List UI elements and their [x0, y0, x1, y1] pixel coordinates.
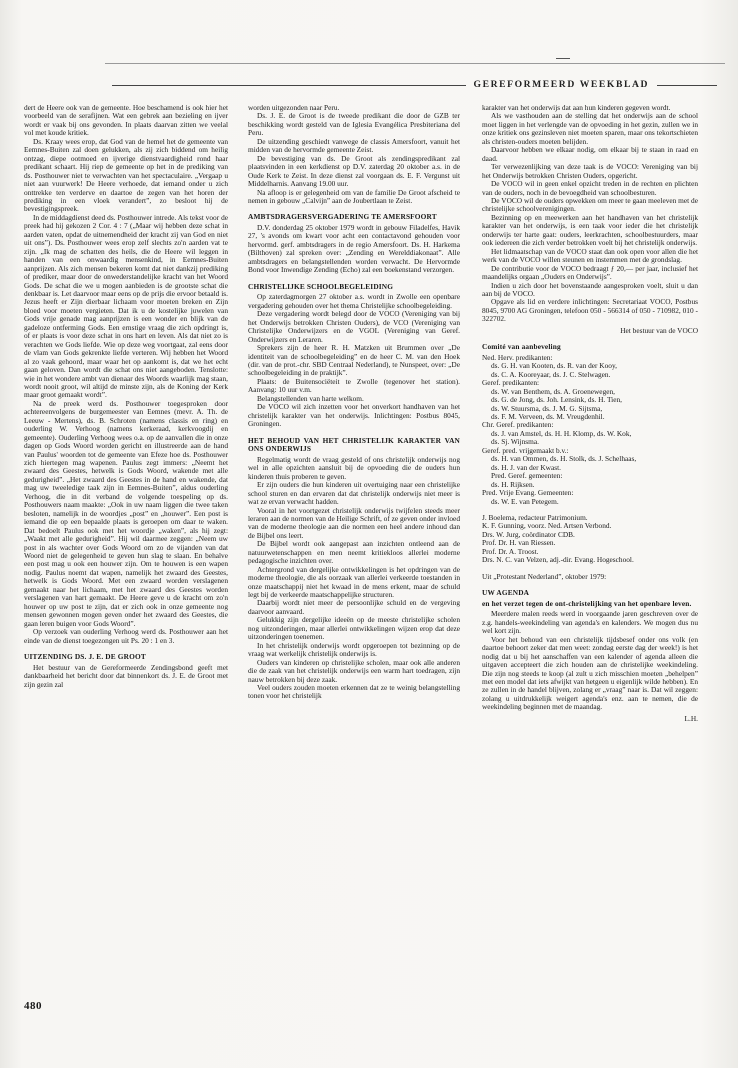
paragraph: Meerdere malen reeds werd in voorgaande jaren geschreven over de z.g. handels-weekindeling van agenda's en kalenders. We mogen dus nu wel kort zijn. — [482, 609, 698, 636]
committee-entry: Pred. Geref. gemeenten: — [491, 471, 563, 481]
paragraph: De bevestiging van ds. De Groot als zendingspredikant zal plaatsvinden in een kerkdienst op D.V. zaterdag 20 oktober a.s. in de Oude Kerk te Zeist. In deze dienst zal voorgaan ds. E. F. Vergunst uit Middelharnis. Aanvang 19.00 uur. — [248, 153, 460, 189]
running-header — [112, 79, 717, 97]
paragraph: D.V. donderdag 25 oktober 1979 wordt in gebouw Filadelfes, Havik 27, 's avonds om kwart voor acht een contactavond gehouden voor hervormd. gerf. ambtsdragers in de regio Amersfoort. Ds. H. Harkema (Bilthoven) zal spreken over: „Zending en Werelddiakonaat”. Alle ambtsdragers en belangstellenden worden verwacht. De Hervormde Bond voor Inwendige Zending (Echo) zal een boekenstand verzorgen. — [248, 223, 460, 275]
column-3 — [482, 104, 698, 725]
committee-entry: ds. G. H. van Kooten, ds. R. van der Kooy, — [491, 361, 617, 371]
column-2 — [248, 104, 460, 701]
paragraph: Achtergrond van dergelijke ontwikkelingen is het opdringen van de moderne theologie, die als oorzaak van allerlei verkeerde toestanden in onze maatschappij niet het kwaad in de mens erkent, maar de schuld legt bij de verkeerde maatschappelijke structuren. — [248, 564, 460, 600]
initials: L.H. — [684, 713, 698, 723]
paragraph: Voor het behoud van een christelijk tijdsbesef onder ons volk (en daartoe behoort zeker dat men weet: zondag eerste dag der week!) is het nodig dat u bij het aanschaffen van een kalender of agenda alleen die uitgaven accepteert die zich houden aan de christelijke weekindeling. Die zijn nog steeds te koop (al zult u zich misschien moeten „behelpen” met een model dat iets afwijkt van hetgeen u eigenlijk wilde hebben). En ze zullen in de handel blijven, zolang er „vraag” naar is. Dat wil zeggen: zolang u uitdrukkelijk weigert agenda's enz. aan te nemen, die de weekindeling beginnen met de maandag. — [482, 634, 698, 712]
paragraph: Op verzoek van ouderling Verhoog werd ds. Posthouwer aan het einde van de dienst toegezongen uit Ps. 20 : 1 en 3. — [24, 627, 228, 645]
column-1 — [24, 104, 228, 689]
committee-list — [482, 354, 698, 506]
paragraph: Ds. Kraay wees erop, dat God van de hemel het de gemeente van Eemnes-Buiten zal doen gelukken, als zij zich biddend om heilig ontzag, diepe ootmoed en ijverige dienstvaardigheid rond haar predikant schaart. Hij riep de gemeente op het in de prediking van ds. Posthouwer niet te verwachten van het spectaculaire. „Vergaap u niet aan vuurwerk! De Heere verhoede, dat iemand onder u zich onttrekke ten verderve en daartoe de zegen van het horen der prediking in een vloek verandert”, zo besloot hij de bevestigingspreek. — [24, 136, 228, 214]
committee-entry: ds. H. van Ommen, ds. H. Stolk, ds. J. Schelhaas, — [491, 454, 637, 464]
paragraph: In de middagdienst deed ds. Posthouwer intrede. Als tekst voor de preek had hij gekozen 2 Cor. 4 : 7 („Maar wij hebben deze schat in aarden vaten, opdat de uitnemendheid der kracht zij van God en niet uit ons”). Ds. Posthouwer wees erop zelf slechts zo'n aarden vat te zijn. „Ik mag de schatten des heils, die de Heere wil leggen in handen van een onwaardig mensenkind, in Eemnes-Buiten aanprijzen. Als zich mensen bekeren komt dat niet dankzij prediking of prediker, maar door de onwederstandelijke kracht van het Woord Gods. De schat die we u mogen aanbieden is de grootste schat die denkbaar is. Let daarvoor maar eens op de prijs die ervoor betaald is. Jezus heeft er Zijn dierbaar lichaam voor moeten breken en Zijn bloed voor moeten vergieten. Dat ik u de kostelijke juwelen van Gods vrije genade mag aanprijzen is een wonder en blijk van de gadeloze ontferming Gods. Een ernstige vraag die zich opdringt is, of er plaats is voor deze schat in ons hart en leven. Als dat niet zo is verachten we Gods liefde. Wie op deze weg voortgaat, zal eens door de vlam van Gods gekrenkte liefde verteren. Wij hebben het Woord al zo vaak gehoord, maar waar het op aankomt is, dat we het echt gaan geloven. Dan wordt die schat ons niet aangeboden. Tenslotte: wie in het wondere ambt van dienaar des Woords waarlijk mag staan, wordt nooit groot, wil altijd de minste zijn, als de Koning der Kerk maar groot gemaakt wordt”. — [24, 212, 228, 400]
committee-entry: Geref. pred. vrijgemaakt b.v.: — [482, 445, 569, 455]
paragraph: De VOCO wil de ouders opwekken om meer te gaan meeleven met de christelijke schoolverenigingen. — [482, 195, 698, 214]
committee-member: Prof. Dr. H. van Riessen. — [482, 538, 556, 548]
paragraph: Na afloop is er gelegenheid om van de familie De Groot afscheid te nemen in gebouw „Calvijn” aan de Joubertlaan te Zeist. — [248, 187, 460, 205]
paragraph: Daarvoor hebben we elkaar nodig, om elkaar bij te staan in raad en daad. — [482, 145, 698, 163]
paragraph: Vooral in het voortgezet christelijk onderwijs twijfelen steeds meer leraren aan de normen van de Heilige Schrift, of ze geven onder invloed van de moderne theologie aan die normen een heel andere inhoud dan de Bijbel ons leert. — [248, 505, 460, 540]
committee-entry: ds. H. Rijksen. — [491, 479, 535, 489]
paragraph: Indien u zich door het bovenstaande aangesproken voelt, sluit u dan aan bij de VOCO. — [482, 280, 698, 298]
source-note: Uit „Protestant Nederland”, oktober 1979: — [482, 571, 607, 581]
top-rule — [105, 63, 725, 64]
paragraph: Sprekers zijn de heer R. H. Matzken uit Brummen over „De identiteit van de schoolbegeleiding” en de heer C. M. van den Hoek (dir. van de prot.-chr. SBD Centraal Nederland), te Nunspeet, over: „De schoolbegeleiding in de praktijk”. — [248, 343, 460, 378]
paragraph: De uitzending geschiedt vanwege de classis Amersfoort, vanuit het midden van de hervormde gemeente Zeist. — [248, 136, 460, 155]
members-list — [482, 514, 698, 565]
paragraph: In het christelijk onderwijs wordt opgeroepen tot bezinning op de vraag wat werkelijk christelijk onderwijs is. — [248, 640, 460, 659]
paragraph: karakter van het onderwijs dat aan hun kinderen gegeven wordt. — [482, 103, 671, 112]
paragraph: De contributie voor de VOCO bedraagt ƒ 20,— per jaar, inclusief het maandelijks orgaan „Ouders en Onderwijs”. — [482, 263, 698, 282]
signature: Het bestuur van de VOCO — [620, 325, 698, 335]
paragraph: De VOCO wil zich inzetten voor het onverkort handhaven van het christelijk karakter van het onderwijs. Inlichtingen: Postbus 8045, Groningen. — [248, 402, 460, 429]
paragraph: De Bijbel wordt ook aangepast aan inzichten ontleend aan de natuurwetenschappen en men neemt kritiekloos allerlei moderne pedagogische inzichten over. — [248, 539, 460, 566]
paragraph: Het bestuur van de Gereformeerde Zendingsbond geeft met dankbaarheid het bericht door dat binnenkort ds. J. E. de Groot met zijn gezin zal — [24, 662, 228, 689]
paragraph: Op zaterdagmorgen 27 oktober a.s. wordt in Zwolle een openbare vergadering gehouden over het thema Christelijke schoolbegeleiding. — [248, 292, 460, 310]
paragraph: Ouders van kinderen op christelijke scholen, maar ook alle anderen die de zaak van het christelijk onderwijs een warm hart toedragen, zijn nauw betrokken bij deze zaak. — [248, 657, 460, 684]
paragraph: De VOCO wil in geen enkel opzicht treden in de rechten en plichten van de ouders, noch in de bevoegdheid van schoolbesturen. — [482, 179, 698, 197]
section-heading-behoud: HET BEHOUD VAN HET CHRISTELIJK KARAKTER VAN ONS ONDERWIJS — [248, 435, 460, 454]
paragraph: Ter verwezenlijking van deze taak is de VOCO: Vereniging van bij het Onderwijs betrokken Christen Ouders, opgericht. — [482, 162, 698, 180]
committee-member: Prof. Dr. A. Troost. — [482, 546, 539, 556]
paragraph: Het lidmaatschap van de VOCO staat dan ook open voor allen die het werk van de VOCO willen steunen en instemmen met de grondslag. — [482, 246, 698, 265]
paragraph: worden uitgezonden naar Peru. — [248, 103, 340, 112]
committee-entry: Chr. Geref. predikanten: — [482, 420, 554, 430]
committee-entry: Pred. Vrije Evang. Gemeenten: — [482, 488, 574, 498]
paragraph: Veel ouders zouden moeten erkennen dat ze te weinig belangstelling tonen voor het christelijk — [248, 683, 460, 701]
committee-entry: ds. C. A. Kooreyaar, ds. J. C. Stelwagen. — [491, 369, 611, 379]
paragraph: Als we vasthouden aan de stelling dat het onderwijs aan de school moet liggen in het verlengde van de opvoeding in het gezin, zullen we in onze kritiek ons gezinsleven niet moeten sparen, maar ons tekortschieten als christen-ouders moeten belijden. — [482, 111, 698, 146]
paragraph: Deze vergadering wordt belegd door de VOCO (Vereniging van bij het Onderwijs betrokken Christen Ouders), de VCO (Vereniging van Christelijke Onderwijzers en de VGOL (Vereniging van Geref. Onderwijzers en Leraren. — [248, 309, 460, 344]
section-heading-agenda: UW AGENDA — [482, 588, 530, 598]
committee-entry: ds. H. J. van der Kwast. — [491, 462, 561, 472]
committee-entry: ds. Sj. Wijnsma. — [491, 437, 539, 447]
section-heading-comite: Comité van aanbeveling — [482, 342, 561, 352]
paragraph: Plaats: de Buitensociëteit te Zwolle (tegenover het station). Aanvang: 10 uur v.m. — [248, 376, 460, 395]
committee-member: Drs. W. Jurg, coördinator CDB. — [482, 529, 575, 539]
committee-entry: ds. J. van Amstel, ds. H. H. Klomp, ds. W. Kok, — [491, 428, 632, 438]
page-number: 480 — [24, 1000, 42, 1012]
paragraph: Na de preek werd ds. Posthouwer toegesproken door achtereenvolgens de burgemeester van Eemnes (mevr. A. Th. de Leeuw - Mertens), ds. B. Schroten (namens classis en ring) en ouderling W. Verhoog (namens kerkeraad, kerkvoogdij en gemeente). Ouderling Verhoog wees o.a. op de aanvallen die in onze dagen op Gods Woord worden gericht en illustreerde aan de hand van Paulus' woorden tot de gemeente van Efeze hoe ds. Posthouwer zich hiertegen mag wapenen. Paulus zegt immers: „Neemt het zwaard des Geestes, hetwelk is Gods Woord, wakende met alle gedurigheid”. „Het zwaard des Geestes in de hand en wakende, dat mag uw tweeledige taak zijn in Eemnes-Buiten”, aldus ouderling Verhoog, die in dit verband de volgende toespeling op ds. Posthouwers naam maakte: „Ook in uw naam liggen die twee taken besloten, namelijk in de woordjes „post” en „houwer”. Een post is iemand die op een bepaalde plaats is geroepen om daar te waken. Dat bedoelt Paulus ook met het woordje „waken”, als hij zegt: „Waakt met alle gedurigheid”. Hij wil daarmee zeggen: „Neem uw post in als wachter over Gods Woord om zo de vijanden van dat Woord niet de gelegenheid te geven hun slag te slaan. En behalve een post mag u ook een houwer zijn. Om te houwen is een wapen nodig. Paulus noemt dat wapen, namelijk het zwaard des Geestes, hetwelk is Gods Woord. Met een zwaard worden verslagenen gemaakt naar het lichaam, met het zwaard des Geestes worden verslagenen van hart gemaakt. De Heere geve u de kracht om zo'n houwer op uw post te zijn, dat er zich ook in onze gemeente nog mensen gewonnen mogen geven onder het zwaard des Geestes, die gaan leren buigen voor Gods Woord”. — [24, 398, 228, 628]
paragraph: Bezinning op en meewerken aan het handhaven van het christelijk karakter van het onderwijs, is een taak voor ieder die het christelijk onderwijs ter harte gaat: ouders, leerkrachten, schoolbestuurders, maar ook iedereen die zich verder betrokken voelt bij het christelijk onderwijs. — [482, 212, 698, 248]
committee-entry: ds. F. M. Verveen, ds. M. Vreugdenhil. — [491, 412, 605, 421]
committee-member: J. Boelema, redacteur Patrimonium. — [482, 512, 588, 522]
committee-member: Drs. N. C. van Velzen, adj.-dir. Evang. Hogeschool. — [482, 555, 634, 565]
section-heading-uitzending: UITZENDING DS. J. E. DE GROOT — [24, 652, 146, 661]
committee-entry: Ned. Herv. predikanten: — [482, 352, 553, 362]
committee-entry: ds. G. de Jong, ds. Joh. Lensink, ds. H. Tien, — [491, 395, 622, 405]
committee-entry: Geref. predikanten: — [482, 378, 540, 388]
paragraph: Daarbij wordt niet meer de persoonlijke schuld en de vergeving daarvoor aanvaard. — [248, 598, 460, 616]
committee-entry: ds. W. Stuursma, ds. J. M. G. Sijtsma, — [491, 403, 603, 413]
committee-member: K. F. Gunning, voorz. Ned. Artsen Verbond. — [482, 521, 612, 531]
margin-mark — [556, 58, 570, 59]
section-heading-schoolbegeleiding: CHRISTELIJKE SCHOOLBEGELEIDING — [248, 281, 394, 291]
committee-entry: ds. W. van Benthem, ds. A. Groenewegen, — [491, 386, 616, 396]
committee-entry: ds. W. E. van Petegem. — [491, 496, 559, 506]
section-heading-ambtsdragers: AMBTSDRAGERSVERGADERING TE AMERSFOORT — [248, 212, 437, 222]
paragraph: Opgave als lid en verdere inlichtingen: Secretariaat VOCO, Postbus 8045, 9700 AG Groningen, telefoon 050 - 566314 of 050 - 710982, 010 - 322702. — [482, 297, 698, 324]
paragraph: Er zijn ouders die hun kinderen uit overtuiging naar een christelijke school sturen en dan ervaren dat dat christelijk onderwijs niet meer is wat ze ervan verwacht hadden. — [248, 480, 460, 507]
paragraph: Belangstellenden van harte welkom. — [257, 393, 364, 403]
paragraph: Gelukkig zijn dergelijke ideeën op de meeste christelijke scholen nog uitzonderingen, maar allerlei ontwikkelingen wijzen erop dat deze uitzonderingen toenemen. — [248, 615, 460, 642]
paragraph: dert de Heere ook van de gemeente. Hoe beschamend is ook hier het voorbeeld van de serafijnen. Wat een gebrek aan bezieling en ijver wordt er vaak bij ons gevonden. In plaats daarvan zitten we veelal vol met koude kritiek. — [24, 103, 228, 138]
subheading-verzet: en het verzet tegen de ont-christelijking van het openbare leven. — [482, 598, 692, 608]
paragraph: Regelmatig wordt de vraag gesteld of ons christelijk onderwijs nog wel in alle opzichten aansluit bij de opvoeding die de ouders hun kinderen thuis proberen te geven. — [248, 454, 460, 481]
publication-title: GEREFORMEERD WEEKBLAD — [466, 79, 657, 90]
paragraph: Ds. J. E. de Groot is de tweede predikant die door de GZB ter beschikking wordt gesteld van de Iglesia Evangélica Presbiteriana del Peru. — [248, 111, 460, 138]
